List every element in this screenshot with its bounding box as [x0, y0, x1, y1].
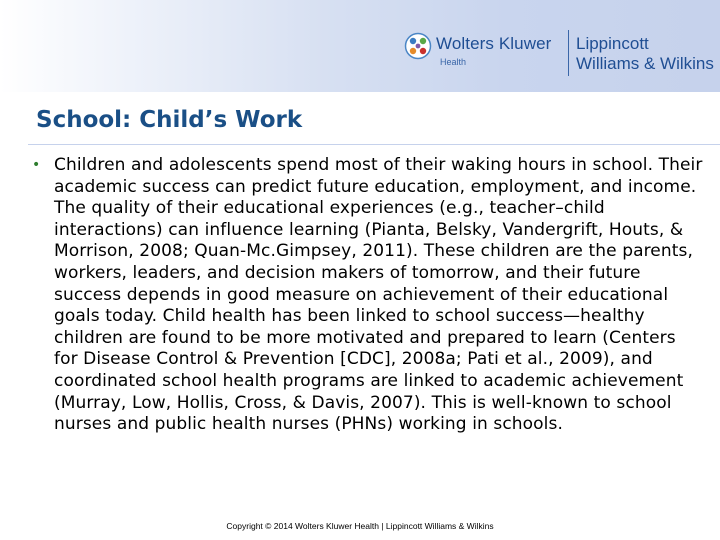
- slide-title: School: Child’s Work: [36, 107, 303, 133]
- title-divider: [28, 144, 720, 145]
- logo-secondary-line2: Williams & Wilkins: [576, 54, 714, 73]
- copyright-footer: Copyright © 2014 Wolters Kluwer Health | Lippincott Williams & Wilkins: [226, 521, 494, 531]
- bullet-paragraph: Children and adolescents spend most of their waking hours in school. Their academic success can predict future education, employment, and income. The quality of their educational experiences (e.g., teacher–child interactions) can influence learning (Pianta, Belsky, Vandergrift, Houts, & Morrison, 2008; Quan-Mc.Gimpsey, 2011). These children are the parents, workers, leaders, and decision makers of tomorrow, and their future success depends in good measure on achievement of their educational goals today. Child health has been linked to school success—healthy children are found to be more motivated and prepared to learn (Centers for Disease Control & Prevention [CDC], 2008a; Pati et al., 2009), and coordinated school health programs are linked to academic achievement (Murray, Low, Hollis, Cross, & Davis, 2007). This is well-known to school nurses and public health nurses (PHNs) working in schools.: [54, 155, 703, 435]
- logo-sub-text: Health: [440, 57, 467, 67]
- publisher-logo: [404, 26, 716, 82]
- bullet-dot-icon: •: [32, 157, 41, 173]
- slide-body: [32, 155, 704, 436]
- logo-divider: [568, 30, 569, 76]
- logo-primary-text: Wolters Kluwer: [436, 34, 552, 53]
- logo-secondary-line1: Lippincott: [576, 34, 649, 53]
- header-band: [0, 0, 720, 92]
- wolters-kluwer-logo-icon: [404, 32, 432, 60]
